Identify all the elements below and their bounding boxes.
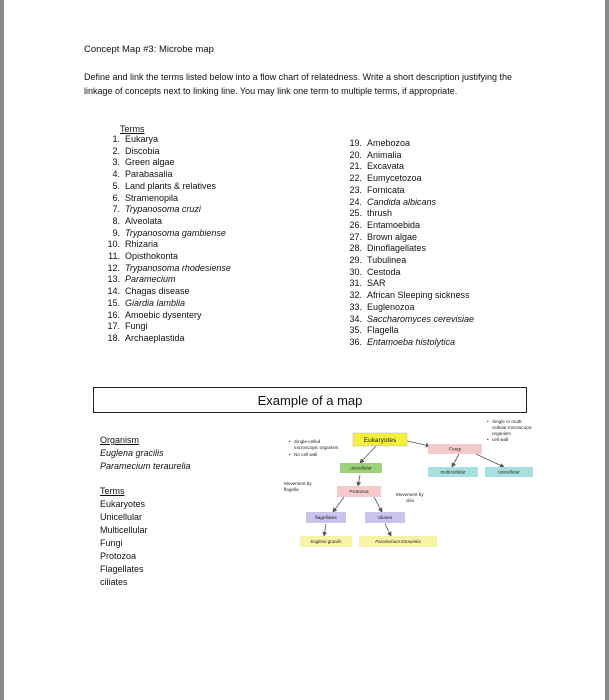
map-node-eukaryotes	[353, 433, 407, 446]
term-label: Eumycetozoa	[367, 173, 422, 184]
term-label: Green algae	[125, 157, 175, 168]
note-right-1: Single or multi-	[492, 419, 523, 424]
term-label: Amebozoa	[367, 138, 411, 148]
term-label: Fungi	[125, 321, 148, 332]
term-number: 7.	[112, 204, 120, 215]
term-label: Saccharomyces cerevisiae	[367, 313, 475, 324]
term-label: African Sleeping sickness	[367, 290, 470, 301]
term-number: 4.	[112, 169, 120, 180]
move-flag-2: flagella	[284, 487, 299, 492]
term-number: 15.	[107, 297, 120, 308]
bullet-icon: •	[289, 452, 291, 457]
term-number: 36.	[349, 336, 362, 347]
map-node-label: flagellates	[315, 516, 337, 522]
map-node-label: Fungi	[449, 447, 461, 453]
term-label: Entamoebida	[367, 219, 421, 230]
term-label: Excavata	[367, 161, 405, 172]
term-number: 35.	[349, 325, 362, 336]
example-term: Protozoa	[100, 551, 137, 561]
term-label: SAR	[367, 278, 386, 289]
term-label: Animalia	[367, 149, 402, 160]
term-number: 14.	[107, 286, 120, 297]
example-term: Flagellates	[100, 564, 144, 574]
term-label: Chagas disease	[125, 286, 190, 297]
move-cilia-2: cilia	[406, 498, 414, 503]
term-number: 30.	[349, 266, 362, 277]
arrow-eukaryotes-unicellular	[360, 446, 376, 463]
term-number: 34.	[349, 313, 362, 324]
example-term: Multicellular	[100, 525, 148, 535]
term-label: Parabasalia	[125, 169, 173, 180]
term-number: 27.	[349, 231, 362, 242]
term-label: Discobia	[125, 145, 160, 156]
term-label: Brown algae	[367, 231, 418, 242]
term-label: Archaeplastida	[125, 332, 185, 343]
term-number: 31.	[349, 278, 362, 289]
term-number: 13.	[107, 274, 120, 285]
term-number: 3.	[112, 157, 120, 168]
map-node-label: unicellular	[498, 470, 520, 476]
term-label: Candida albicans	[367, 196, 437, 207]
example-term: Fungi	[100, 538, 123, 548]
term-label: Trypanosoma rhodesiense	[125, 262, 231, 273]
arrow-flagellates-euglena	[324, 524, 326, 536]
map-node-protozoa	[337, 486, 381, 497]
example-heading: Example of a map	[257, 393, 363, 408]
map-node-label: multicellular	[440, 470, 466, 476]
term-number: 6.	[112, 192, 120, 203]
map-node-label: Eukaryotes	[363, 436, 397, 444]
term-label: Flagella	[367, 325, 399, 336]
term-label: Giardia lamblia	[125, 297, 186, 308]
term-number: 2.	[112, 145, 120, 156]
map-node-multicellular	[428, 467, 478, 477]
term-number: 22.	[349, 173, 362, 184]
term-number: 9.	[112, 227, 120, 238]
map-node-euglena	[300, 536, 352, 547]
note-left-1: Single-celled	[294, 439, 321, 444]
organism-heading: Organism	[100, 435, 140, 445]
term-label: Entamoeba histolytica	[367, 336, 456, 347]
term-label: Dinoflagellates	[367, 243, 427, 254]
term-label: Cestoda	[367, 266, 401, 277]
arrow-fungi-unicellular	[476, 454, 504, 467]
term-number: 25.	[349, 208, 362, 219]
organism-1: Euglena gracilis	[100, 448, 164, 458]
term-label: Rhizaria	[125, 239, 159, 250]
note-left-3: No cell wall	[294, 452, 318, 457]
term-label: Alveolata	[125, 215, 163, 226]
arrow-protozoa-ciliates	[374, 497, 382, 512]
arrow-unicellular-protozoa	[358, 475, 360, 486]
map-node-ciliates	[365, 512, 405, 523]
term-label: Paramecium	[125, 274, 176, 285]
arrow-eukaryotes-fungi	[407, 441, 430, 446]
term-number: 26.	[349, 219, 362, 230]
term-number: 19.	[349, 138, 362, 148]
term-number: 1.	[112, 134, 120, 144]
term-number: 20.	[349, 149, 362, 160]
map-node-flagellates	[306, 512, 346, 523]
map-node-label: Euglena gracilis	[310, 539, 342, 545]
bullet-icon: •	[487, 437, 489, 442]
term-label: Euglenozoa	[367, 301, 415, 312]
term-label: Fornicata	[367, 184, 405, 195]
term-number: 8.	[112, 215, 120, 226]
term-number: 18.	[107, 332, 120, 343]
term-number: 21.	[349, 161, 362, 172]
example-term: ciliates	[100, 577, 128, 587]
term-number: 33.	[349, 301, 362, 312]
term-number: 28.	[349, 243, 362, 254]
term-number: 16.	[107, 309, 120, 320]
term-number: 10.	[107, 239, 120, 250]
term-number: 12.	[107, 262, 120, 273]
term-label: Trypanosoma cruzi	[125, 204, 201, 215]
term-number: 29.	[349, 255, 362, 266]
note-right-3: organism	[492, 431, 511, 436]
term-label: Eukarya	[125, 134, 159, 144]
term-label: thrush	[367, 208, 393, 219]
arrow-fungi-multicellular	[452, 454, 459, 467]
term-label: Opisthokonta	[125, 251, 179, 262]
note-left-2: microscopic organism	[294, 445, 339, 450]
term-label: Amoebic dysentery	[125, 309, 202, 320]
move-cilia-1: Movement by	[396, 492, 424, 497]
example-term: Unicellular	[100, 512, 143, 522]
page-title: Concept Map #3: Microbe map	[84, 44, 214, 55]
term-number: 17.	[107, 321, 120, 332]
term-number: 5.	[112, 180, 120, 191]
map-node-label: ciliates	[377, 516, 393, 522]
example-concept-map	[4, 0, 605, 700]
bullet-icon: •	[487, 419, 489, 424]
term-label: Trypanosoma gambiense	[125, 227, 226, 238]
arrow-protozoa-flagellates	[333, 497, 344, 512]
map-node-unicellular-left	[340, 463, 382, 473]
note-right-4: cell wall	[492, 437, 509, 442]
term-number: 24.	[349, 196, 362, 207]
example-terms-heading: Terms	[100, 486, 125, 496]
term-label: Tubulinea	[367, 255, 407, 266]
instructions: Define and link the terms listed below into a flow chart of relatedness. Write a short description justifying the linkage of concepts next to linking line. You may link one term to multiple terms, if appropriate.	[84, 72, 513, 96]
map-annotations	[284, 419, 533, 503]
note-right-2: cellular microscopic	[492, 425, 533, 430]
term-label: Stramenopila	[125, 192, 179, 203]
map-node-label: Protozoa	[349, 490, 369, 496]
map-node-label: unicellular	[350, 466, 372, 472]
term-number: 23.	[349, 184, 362, 195]
term-label: Land plants & relatives	[125, 180, 217, 191]
terms-heading: Terms	[120, 124, 145, 134]
arrow-ciliates-paramecium	[385, 524, 391, 536]
map-node-label: Paramecium tetraurelia	[375, 539, 421, 545]
move-flag-1: Movement by	[284, 481, 312, 486]
term-number: 11.	[108, 251, 120, 262]
map-node-unicellular-right	[485, 467, 533, 477]
document-page	[4, 0, 605, 700]
organism-2: Paramecium teraurelia	[100, 461, 191, 471]
term-number: 32.	[349, 290, 362, 301]
bullet-icon: •	[289, 439, 291, 444]
example-term: Eukaryotes	[100, 499, 146, 509]
map-node-paramecium	[359, 536, 437, 547]
map-node-fungi	[428, 444, 482, 454]
